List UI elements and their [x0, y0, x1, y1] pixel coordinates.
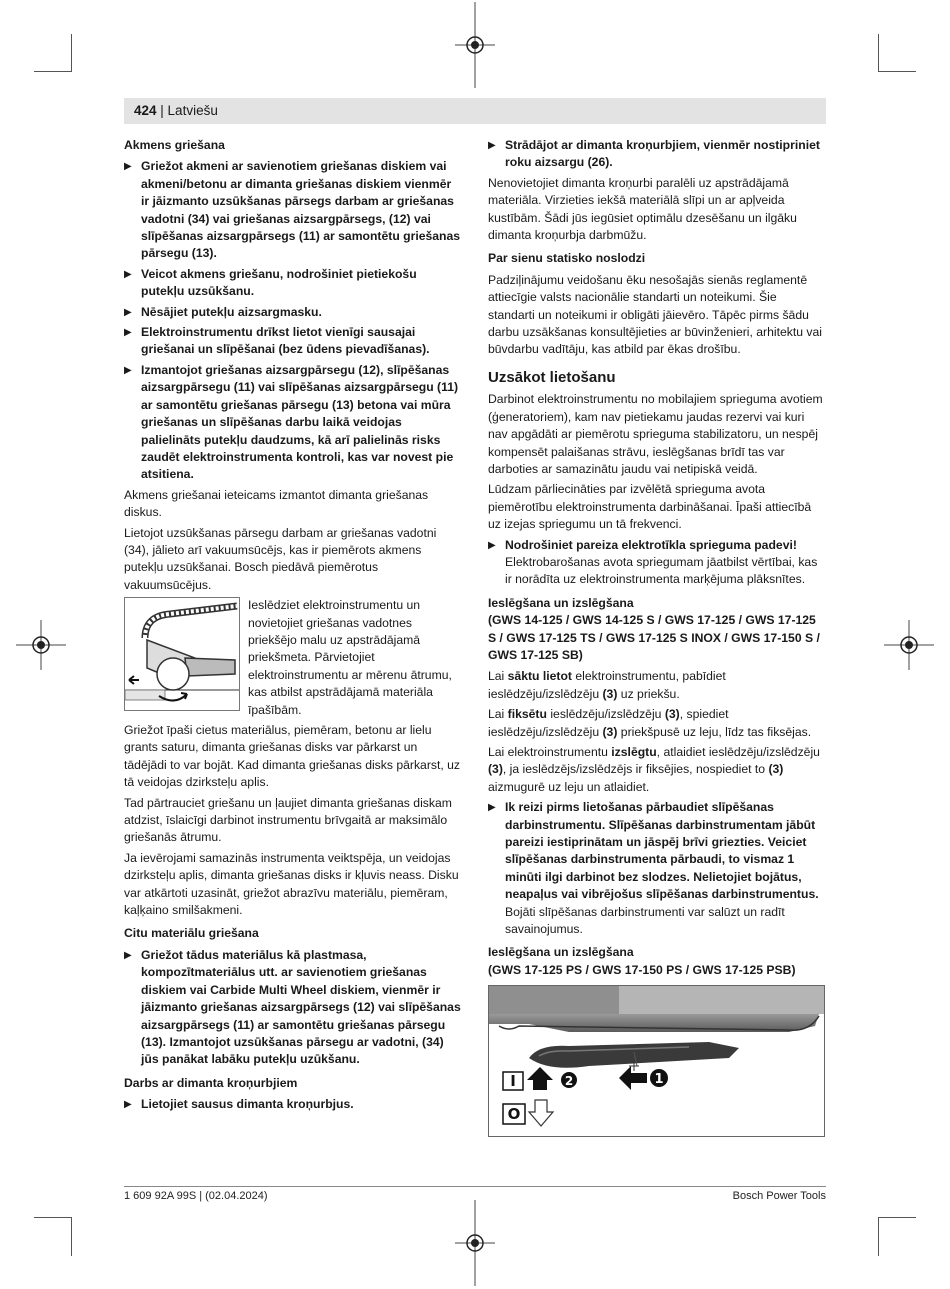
- crop-mark: [34, 1217, 72, 1218]
- page-language: Latviešu: [167, 103, 218, 118]
- paragraph: Lietojot uzsūkšanas pārsegu darbam ar griešanas vadotni (34), jālieto arī vakuumsūcējs, kas ir piemērots akmens putekļu uzsūkšanai. Bosch piedāvā piemērotus vakuumsūcējus.: [124, 525, 437, 592]
- crop-mark: [71, 34, 72, 72]
- crop-mark: [878, 1217, 916, 1218]
- paddle-switch-figure: [488, 985, 825, 1137]
- heading-core-bits: Darbs ar dimanta kroņurbjiem: [124, 1075, 298, 1090]
- bullet-arrow-icon: ▶: [488, 802, 496, 814]
- heading-switch-on-off-2: Ieslēgšana un izslēgšana: [488, 945, 634, 960]
- paragraph: Akmens griešanai ieteicams izmantot dimanta griešanas diskus.: [124, 487, 429, 520]
- crop-mark: [878, 1218, 879, 1256]
- page-header-bar: [124, 98, 826, 124]
- paragraph: Nenovietojiet dimanta kroņurbi paralēli uz apstrādājamā materiāla. Virzieties iekšā materiālā slīpi un ar apļveida kustībām. Šādi jūs iegūsiet optimālu dzesēšanu un ilgāku dimanta kroņurbja darbmūžu.: [488, 175, 797, 243]
- paddle-switch-illustration: [489, 986, 824, 1136]
- heading-stone-cutting: Akmens griešana: [124, 138, 225, 152]
- cutting-guide-illustration: [124, 597, 240, 711]
- paragraph-switch-off: Lai elektroinstrumentu izslēgtu, atlaidiet ieslēdzēju/izslēdzēju (3), ja ieslēdzējs/izslēdzējs ir fiksējies, nospiediet to (3) aizmugurē uz leju un atlaidiet.: [488, 745, 820, 794]
- bullet-arrow-icon: ▶: [124, 327, 132, 339]
- left-column: [124, 137, 462, 1117]
- figure-description: Ieslēdziet elektroinstrumentu un novietojiet griešanas vadotnes priekšējo malu uz apstrādājamā priekšmeta. Pārvietojiet elektroinstrumentu ar mērenu ātrumu, kas atbilst apstrādājamā materiāla īpašībām.: [248, 598, 452, 717]
- heading-switch-on-off: Ieslēgšana un izslēgšana: [488, 595, 634, 610]
- heading-models: (GWS 14-125 / GWS 14-125 S / GWS 17-125 / GWS 17-125 S / GWS 17-125 TS / GWS 17-125 S INOX / GWS 17-150 S / GWS 17-125 SB): [488, 613, 820, 662]
- bullet-item: ▶ Griežot akmeni ar savienotiem griešanas diskiem vai akmeni/betonu ar dimanta griešanas diskiem vienmēr ir jāizmanto uzsūkšanas pārsegs darbam ar griešanas vadotni (34) vai griešanas aizsargpārsegs, (12) vai slīpēšanas aizsargpārsegs (11) ar samontētu griešanas pārsegu (13).: [124, 159, 461, 261]
- page-number: 424: [134, 103, 157, 118]
- paragraph: Ja ievērojami samazinās instrumenta veiktspēja, un veidojas dzirksteļu aplis, dimanta griešanas disks ir kļuvis neass. Disku var atkārtoti uzasināt, griežot abrazīvu materiālu, piemēram, kaļķaino smilšakmeni.: [124, 850, 459, 918]
- paragraph-lock-on: Lai fiksētu ieslēdzēju/izslēdzēju (3), spiediet ieslēdzēju/izslēdzēju (3) priekšpusē uz leju, līdz tas fiksējas.: [488, 707, 812, 739]
- paragraph: Lūdzam pārliecināties par izvēlētā sprieguma avota piemērotību elektroinstrumenta darbināšanai. Īpaši attiecībā uz izejas spriegumu un tā frekvenci.: [488, 482, 812, 532]
- bullet-item: ▶ Veicot akmens griešanu, nodrošiniet pietiekošu putekļu uzsūkšanu.: [124, 266, 417, 299]
- bullet-item: ▶ Griežot tādus materiālus kā plastmasa, kompozītmateriālus utt. ar savienotiem griešanas diskiem vai Carbide Multi Wheel diskiem, vienmēr ir jāizmanto griešanas aizsargpārsegs (12) vai slīpēšanas aizsargpārsegs (11) ar samontētu griešanas pārsegu (13). Izmantojot uzsūkšanas pārsegu ar vadotni, (34) jūs panākat labāku putekļu uzūkšanu.: [124, 947, 461, 1067]
- paragraph: Griežot īpaši cietus materiālus, piemēram, betonu ar lielu grants saturu, dimanta griešanas disks var pārkarst un tādējādi to var bojāt. Kad dimanta griešanas disks pārkarst, uz tā veidojas dzirksteļu aplis.: [124, 723, 461, 790]
- bullet-arrow-icon: ▶: [124, 306, 132, 318]
- registration-mark-top: [455, 2, 495, 88]
- registration-mark-right: [884, 620, 934, 670]
- figure-row: [124, 597, 462, 719]
- bullet-item: ▶ Izmantojot griešanas aizsargpārsegu (12), slīpēšanas aizsargpārsegu (11) vai slīpēšanas aizsargpārsegu (11) ar samontētu griešanas pārsegu (13) betona vai mūra griešanas un slīpēšanas darbu laikā veidojas palielināts putekļu daudzums, kā arī palielinās risks zaudēt elektroinstrumenta kontroli, kas var novest pie atsitiena.: [124, 362, 459, 482]
- bullet-arrow-icon: ▶: [124, 364, 132, 376]
- bullet-item: ▶ Strādājot ar dimanta kroņurbjiem, vienmēr nostipriniet roku aizsargu (26).: [488, 138, 820, 170]
- bullet-arrow-icon: ▶: [124, 268, 132, 280]
- crop-mark: [878, 71, 916, 72]
- page-header: 424 | Latviešu: [134, 103, 218, 118]
- heading-start-use: Uzsākot lietošanu: [488, 368, 616, 386]
- registration-mark-left: [16, 620, 66, 670]
- crop-mark: [34, 71, 72, 72]
- bullet-arrow-icon: ▶: [124, 1099, 132, 1111]
- bullet-item: ▶ Nodrošiniet pareiza elektrotīkla sprieguma padevi! Elektrobarošanas avota spriegumam jāatbilst vērtībai, kas ir norādīta uz elektroinstrumenta marķējuma plāksnītes.: [488, 537, 818, 587]
- crop-mark: [878, 34, 879, 72]
- crop-mark: [71, 1218, 72, 1256]
- bullet-arrow-icon: ▶: [488, 140, 496, 151]
- footer-document-code: 1 609 92A 99S | (02.04.2024): [124, 1190, 268, 1202]
- bullet-item: ▶ Lietojiet sausus dimanta kroņurbjus.: [124, 1096, 462, 1113]
- bullet-item: ▶ Elektroinstrumentu drīkst lietot vienīgi sausajai griešanai un slīpēšanai (bez ūdens pievadīšanas).: [124, 325, 430, 357]
- bullet-arrow-icon: ▶: [488, 539, 496, 551]
- registration-mark-bottom: [455, 1200, 495, 1286]
- bullet-item: ▶ Nēsājiet putekļu aizsargmasku.: [124, 304, 462, 321]
- angle-grinder-illustration: [125, 598, 239, 710]
- right-column: [488, 137, 826, 1137]
- footer-brand: Bosch Power Tools: [732, 1190, 826, 1202]
- bullet-arrow-icon: ▶: [124, 161, 132, 173]
- callout-2: 2: [564, 1074, 574, 1089]
- bullet-arrow-icon: ▶: [124, 949, 132, 961]
- callout-1: 1: [654, 1072, 664, 1088]
- heading-wall-load: Par sienu statisko noslodzi: [488, 251, 646, 266]
- heading-other-materials: Citu materiālu griešana: [124, 926, 259, 941]
- paragraph: Tad pārtrauciet griešanu un ļaujiet dimanta griešanas diskam atdzist, īslaicīgi darbinot instrumentu brīvgaitā ar maksimālo griešanās ātrumu.: [124, 795, 452, 845]
- symbol-on: I: [510, 1072, 516, 1091]
- paragraph: Darbinot elektroinstrumentu no mobilajiem sprieguma avotiem (ģeneratoriem), kam nav pietiekamu jaudas rezervi vai kuri nav apgādāti ar piemērotu sprieguma stabilizatoru, un nespēj kompensēt palaišanas strāvu, ieslēgšanas brīdī tas var darboties ar samazinātu jaudu vai netipiskā veidā.: [488, 392, 823, 476]
- paragraph-switch-on: Lai sāktu lietot elektroinstrumentu, pabīdiet ieslēdzēju/izslēdzēju (3) uz priekšu.: [488, 669, 726, 701]
- paragraph: Padziļinājumu veidošanu ēku nesošajās sienās reglamentē attiecīgie valsts nacionālie standarti un noteikumi. Šie standarti un noteikumi ir obligāti jāievēro. Tāpēc pirms šādu darbu uzsākšanas konsultējieties ar būvinženieri, arhitektu vai būvdarbu vadītāju, kas atbild par ēkas drošību.: [488, 272, 822, 357]
- symbol-off: O: [507, 1105, 521, 1124]
- bullet-item: ▶ Ik reizi pirms lietošanas pārbaudiet slīpēšanas darbinstrumentu. Slīpēšanas darbinstrumentam jābūt pareizi iestiprinātam un jāspēj brīvi griezties. Veiciet slīpēšanas darbinstrumenta pārbaudi, to vismaz 1 minūti ilgi darbinot bez slodzes. Nelietojiet bojātus, neapaļus vai vibrējošus slīpēšanas darbinstrumentus. Bojāti slīpēšanas darbinstrumenti var salūzt un radīt savainojumus.: [488, 800, 819, 937]
- footer-rule: [124, 1186, 826, 1187]
- heading-models-2: (GWS 17-125 PS / GWS 17-150 PS / GWS 17-125 PSB): [488, 962, 796, 977]
